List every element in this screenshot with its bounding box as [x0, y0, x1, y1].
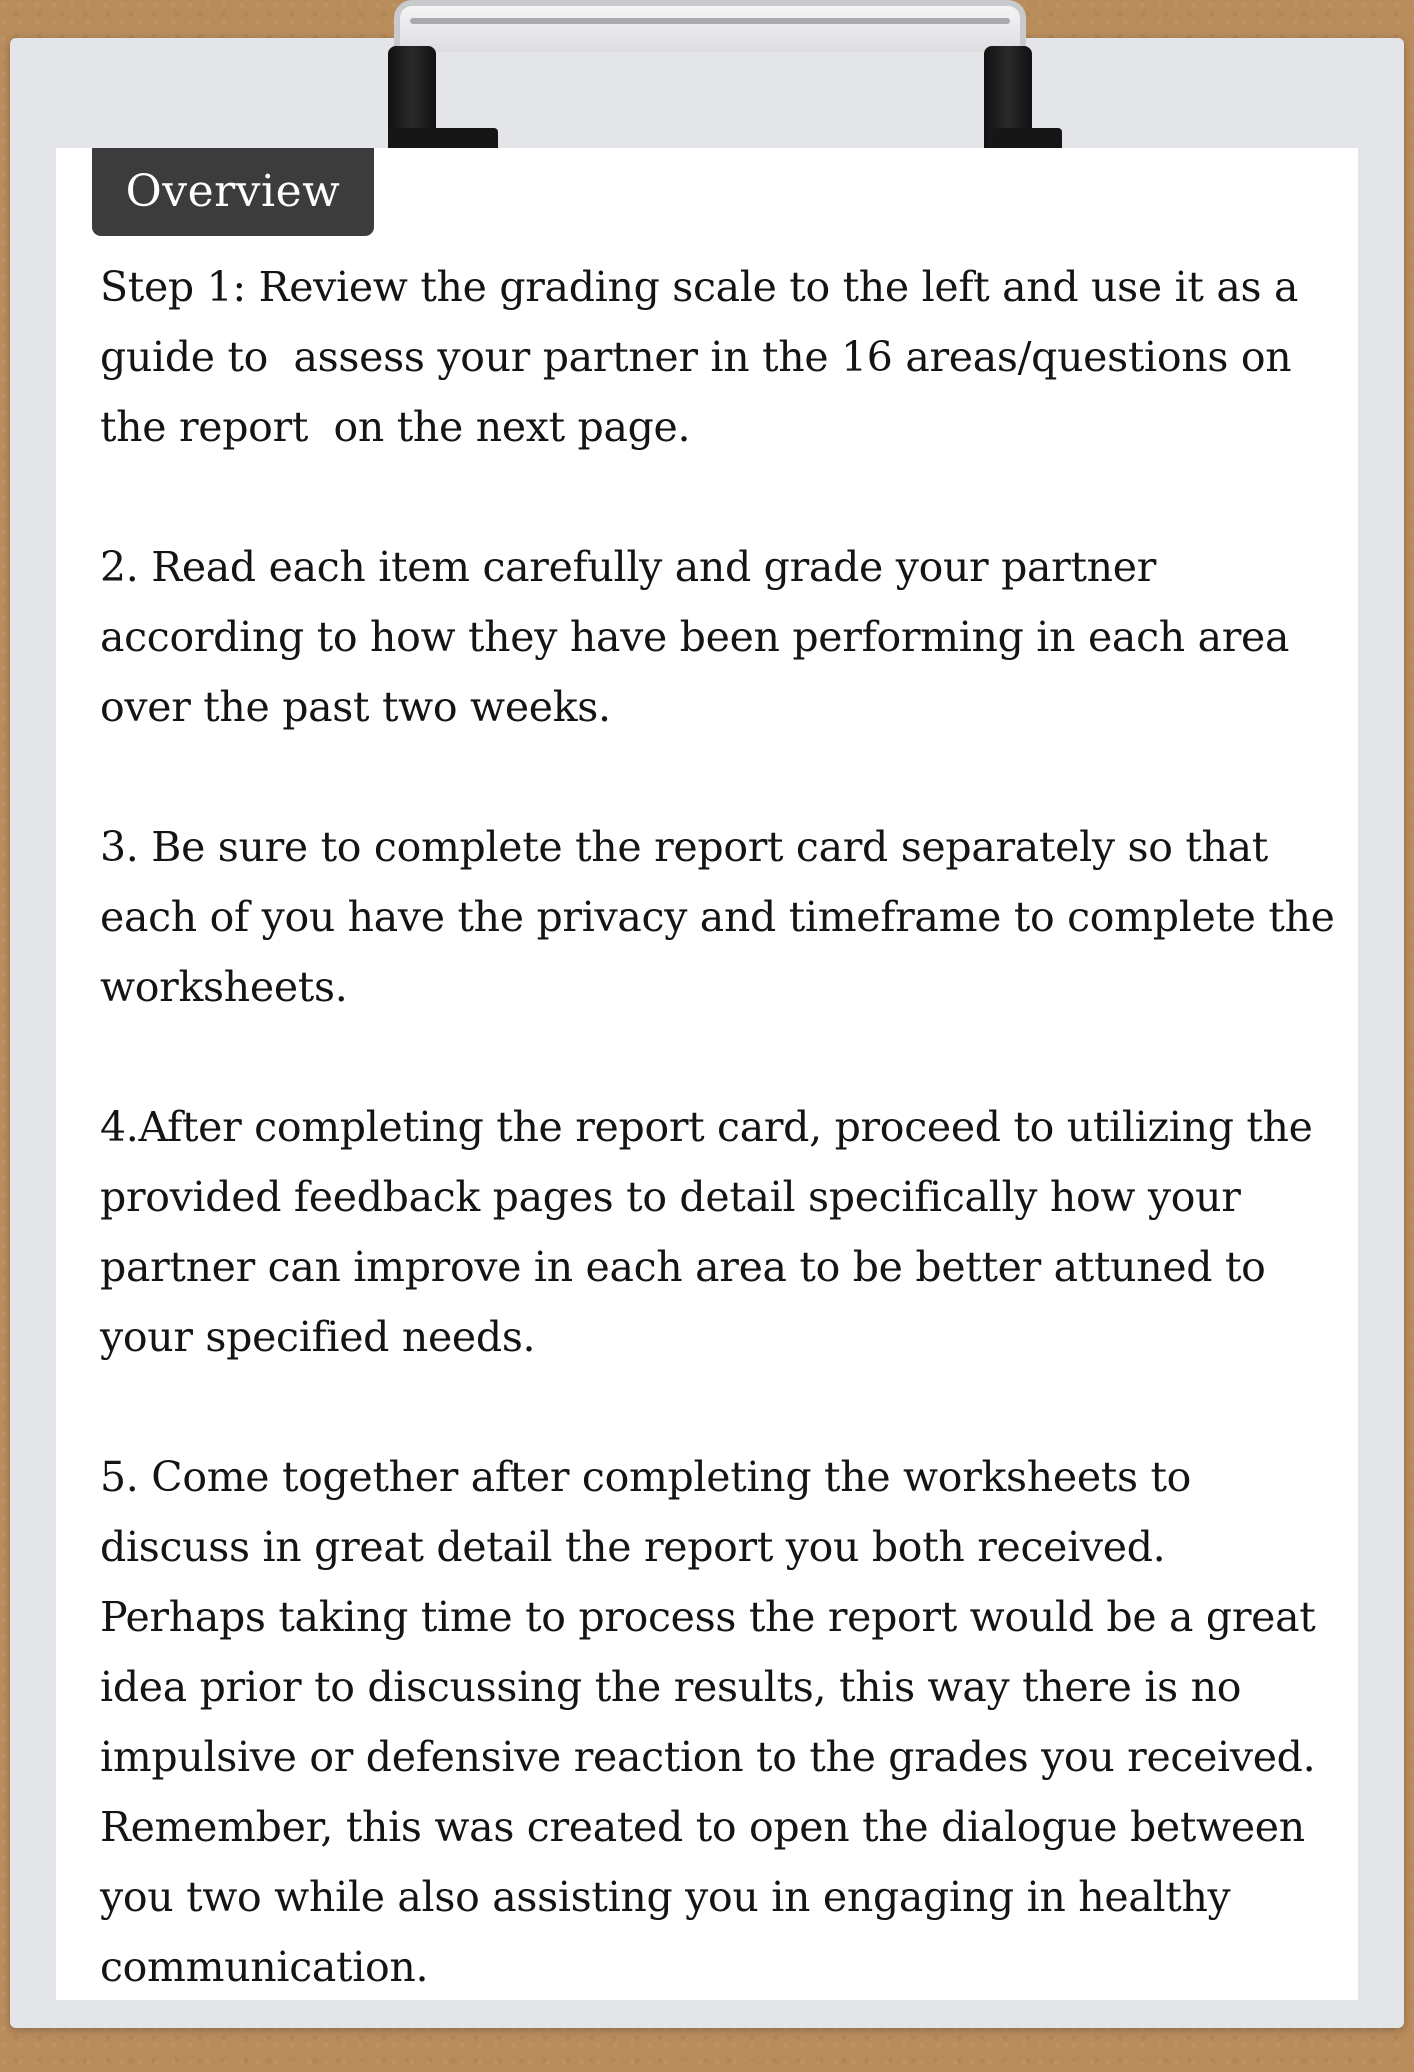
instruction-step-4: 4.After completing the report card, proceed to utilizing the provided feedback pages to detail specifically how your partner can improve in each area to be better attuned to your specified needs.: [100, 1103, 1326, 1361]
clipboard-clip: [388, 0, 1032, 148]
instruction-step-5: 5. Come together after completing the worksheets to discuss in great detail the report you both received. Perhaps taking time to process the report would be a great idea prior to discussing the results, this way there is no impulsive or defensive reaction to the grades you received. Remember, this was created to open the dialogue between you two while also assisting you in engaging in healthy communication.: [100, 1453, 1329, 1991]
clip-foot-left: [388, 128, 498, 148]
clip-foot-right: [992, 128, 1062, 148]
overview-tab: Overview: [92, 148, 374, 236]
paper-sheet: [56, 148, 1358, 2000]
instruction-step-2: 2. Read each item carefully and grade your partner according to how they have been performing in each area over the past two weeks.: [100, 543, 1302, 731]
instruction-step-3: 3. Be sure to complete the report card separately so that each of you have the privacy and timeframe to complete the worksheets.: [100, 823, 1348, 1011]
instructions-list: [100, 252, 1348, 2072]
clip-bar: [394, 0, 1026, 52]
instruction-step-1: Step 1: Review the grading scale to the left and use it as a guide to assess your partner in the 16 areas/questions on the report on the next page.: [100, 263, 1311, 451]
